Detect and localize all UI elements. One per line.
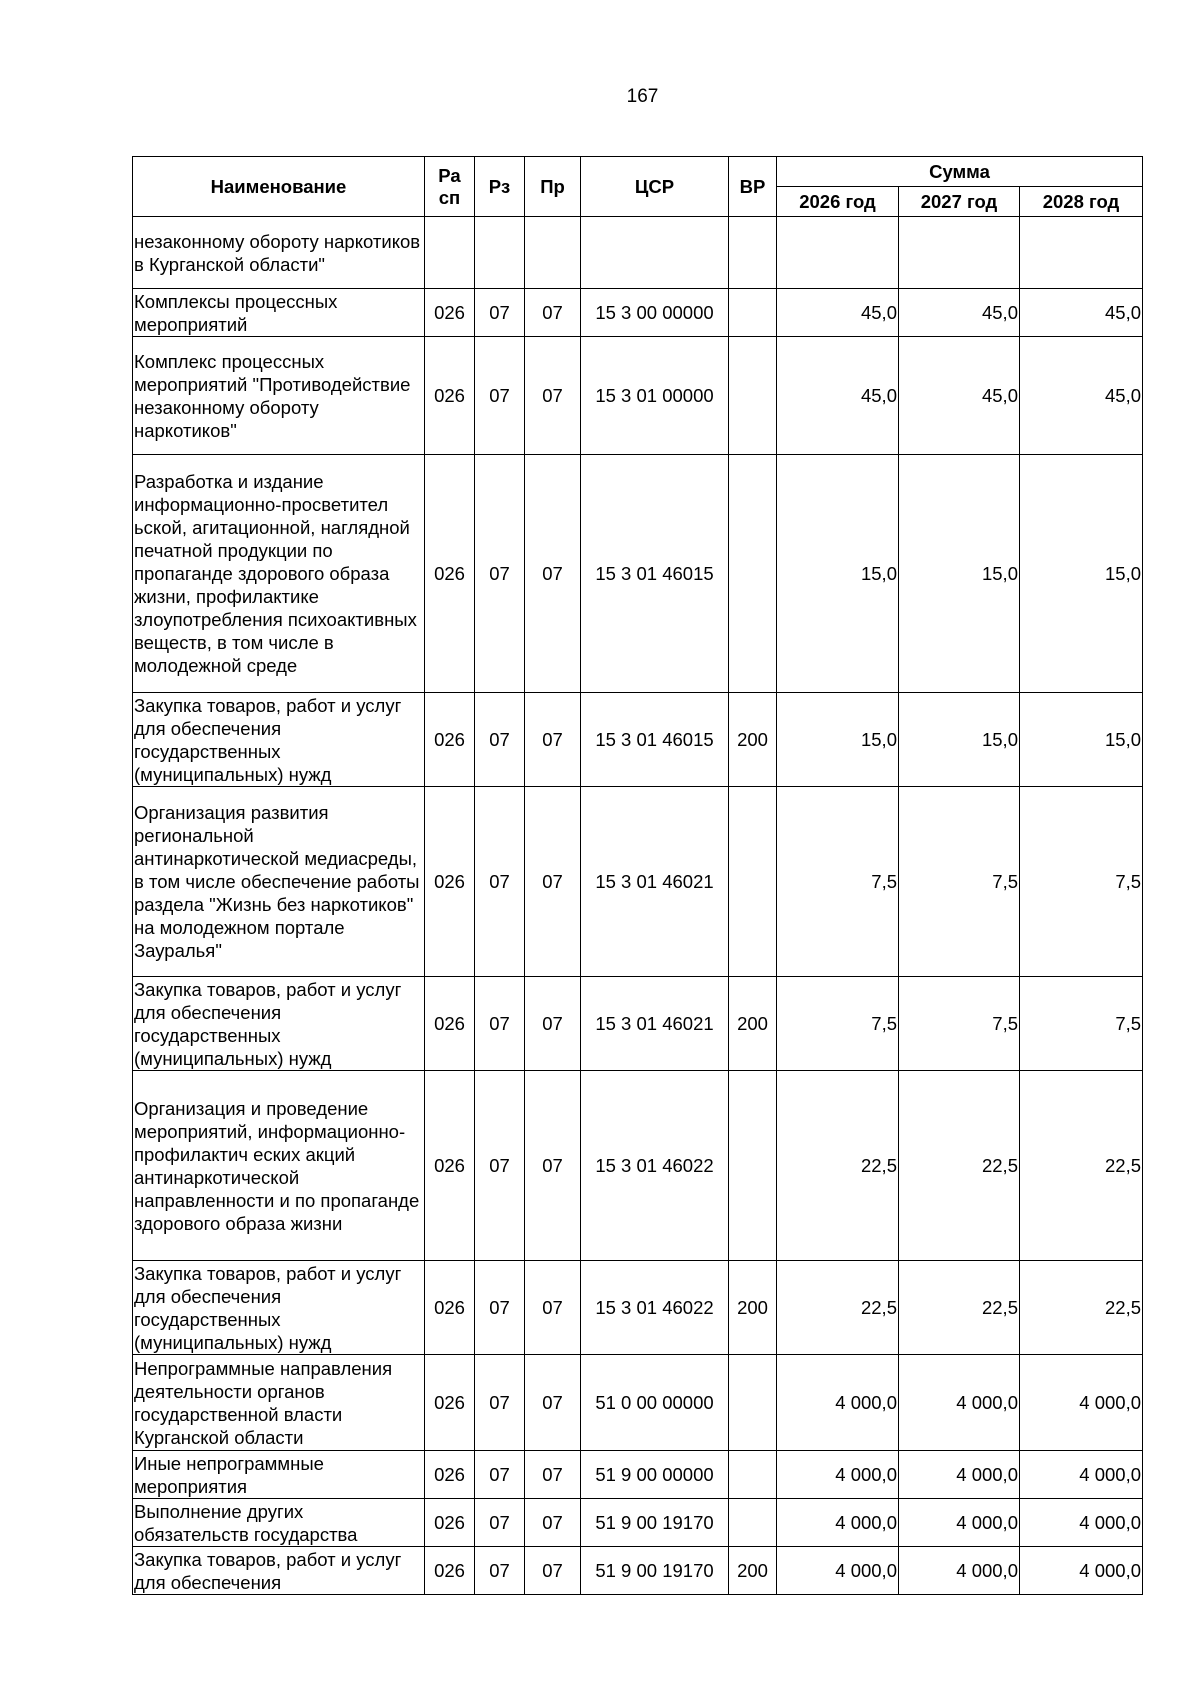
row-sum-2028-cell: 4 000,0 bbox=[1020, 1547, 1143, 1595]
table-row bbox=[133, 787, 1143, 977]
header-name: Наименование bbox=[133, 157, 425, 217]
header-year-2028: 2028 год bbox=[1020, 187, 1143, 217]
row-csr-cell: 51 9 00 19170 bbox=[581, 1547, 729, 1595]
row-name-cell: Организация развития региональной антинаркотической медиасреды, в том числе обеспечение работы раздела "Жизнь без наркотиков" на молодежном портале Зауралья" bbox=[133, 787, 425, 977]
row-rasp-cell: 026 bbox=[425, 1071, 475, 1261]
row-sum-2026-cell: 45,0 bbox=[777, 337, 899, 455]
row-sum-2026-cell: 15,0 bbox=[777, 455, 899, 693]
row-sum-2027-cell: 4 000,0 bbox=[899, 1499, 1020, 1547]
row-rz-cell: 07 bbox=[475, 787, 525, 977]
budget-table bbox=[132, 156, 1143, 1595]
table-body bbox=[133, 217, 1143, 1595]
row-sum-2027-cell: 22,5 bbox=[899, 1261, 1020, 1355]
row-sum-2026-cell: 7,5 bbox=[777, 787, 899, 977]
row-name-cell: Закупка товаров, работ и услуг для обеспечения государственных (муниципальных) нужд bbox=[133, 1261, 425, 1355]
row-pr-cell: 07 bbox=[525, 1499, 581, 1547]
row-pr-cell: 07 bbox=[525, 1355, 581, 1451]
row-sum-2028-cell: 15,0 bbox=[1020, 455, 1143, 693]
table-row bbox=[133, 977, 1143, 1071]
header-csr: ЦСР bbox=[581, 157, 729, 217]
header-rz: Рз bbox=[475, 157, 525, 217]
row-name-cell: Комплексы процессных мероприятий bbox=[133, 289, 425, 337]
row-sum-2027-cell: 4 000,0 bbox=[899, 1451, 1020, 1499]
row-vr-cell bbox=[729, 337, 777, 455]
row-sum-2027-cell: 22,5 bbox=[899, 1071, 1020, 1261]
table-header bbox=[133, 157, 1143, 217]
row-name-cell: Непрограммные направления деятельности органов государственной власти Курганской области bbox=[133, 1355, 425, 1451]
header-year-2027: 2027 год bbox=[899, 187, 1020, 217]
row-name-cell: Закупка товаров, работ и услуг для обеспечения bbox=[133, 1547, 425, 1595]
row-sum-2027-cell: 45,0 bbox=[899, 289, 1020, 337]
row-sum-2026-cell: 4 000,0 bbox=[777, 1499, 899, 1547]
table-row bbox=[133, 1261, 1143, 1355]
table-row bbox=[133, 217, 1143, 289]
row-rz-cell: 07 bbox=[475, 1071, 525, 1261]
header-pr: Пр bbox=[525, 157, 581, 217]
row-rz-cell: 07 bbox=[475, 1451, 525, 1499]
row-pr-cell: 07 bbox=[525, 1261, 581, 1355]
row-csr-cell: 51 0 00 00000 bbox=[581, 1355, 729, 1451]
row-pr-cell: 07 bbox=[525, 1451, 581, 1499]
row-pr-cell: 07 bbox=[525, 1071, 581, 1261]
row-name-cell: незаконному обороту наркотиков в Курганской области" bbox=[133, 217, 425, 289]
table-row bbox=[133, 1355, 1143, 1451]
row-name-cell: Разработка и издание информационно-просветител ьской, агитационной, наглядной печатной продукции по пропаганде здорового образа жизни, профилактике злоупотребления психоактивных веществ, в том числе в молодежной среде bbox=[133, 455, 425, 693]
row-sum-2028-cell: 45,0 bbox=[1020, 337, 1143, 455]
table-row bbox=[133, 693, 1143, 787]
header-year-2026: 2026 год bbox=[777, 187, 899, 217]
row-sum-2026-cell: 4 000,0 bbox=[777, 1547, 899, 1595]
row-name-cell: Комплекс процессных мероприятий "Противодействие незаконному обороту наркотиков" bbox=[133, 337, 425, 455]
row-sum-2028-cell: 22,5 bbox=[1020, 1071, 1143, 1261]
row-rz-cell: 07 bbox=[475, 455, 525, 693]
row-rz-cell: 07 bbox=[475, 337, 525, 455]
row-vr-cell bbox=[729, 289, 777, 337]
row-rz-cell: 07 bbox=[475, 1547, 525, 1595]
row-pr-cell bbox=[525, 217, 581, 289]
row-sum-2028-cell: 4 000,0 bbox=[1020, 1499, 1143, 1547]
row-vr-cell: 200 bbox=[729, 693, 777, 787]
table-row bbox=[133, 1451, 1143, 1499]
row-sum-2026-cell: 22,5 bbox=[777, 1261, 899, 1355]
row-sum-2027-cell: 15,0 bbox=[899, 455, 1020, 693]
row-sum-2028-cell: 45,0 bbox=[1020, 289, 1143, 337]
row-csr-cell: 15 3 01 46022 bbox=[581, 1261, 729, 1355]
row-csr-cell: 51 9 00 19170 bbox=[581, 1499, 729, 1547]
row-rz-cell: 07 bbox=[475, 1499, 525, 1547]
row-csr-cell: 15 3 01 46021 bbox=[581, 977, 729, 1071]
row-csr-cell: 15 3 01 46022 bbox=[581, 1071, 729, 1261]
row-rasp-cell bbox=[425, 217, 475, 289]
row-sum-2028-cell: 4 000,0 bbox=[1020, 1355, 1143, 1451]
row-name-cell: Выполнение других обязательств государства bbox=[133, 1499, 425, 1547]
row-csr-cell: 15 3 00 00000 bbox=[581, 289, 729, 337]
row-rz-cell: 07 bbox=[475, 1261, 525, 1355]
table-row bbox=[133, 1499, 1143, 1547]
row-pr-cell: 07 bbox=[525, 787, 581, 977]
row-rz-cell: 07 bbox=[475, 693, 525, 787]
row-sum-2027-cell: 7,5 bbox=[899, 787, 1020, 977]
header-sum: Сумма bbox=[777, 157, 1143, 187]
row-pr-cell: 07 bbox=[525, 977, 581, 1071]
row-sum-2026-cell: 4 000,0 bbox=[777, 1355, 899, 1451]
row-rasp-cell: 026 bbox=[425, 977, 475, 1071]
row-name-cell: Закупка товаров, работ и услуг для обеспечения государственных (муниципальных) нужд bbox=[133, 977, 425, 1071]
row-vr-cell bbox=[729, 1499, 777, 1547]
row-pr-cell: 07 bbox=[525, 693, 581, 787]
row-rasp-cell: 026 bbox=[425, 289, 475, 337]
row-vr-cell bbox=[729, 1071, 777, 1261]
row-rasp-cell: 026 bbox=[425, 787, 475, 977]
row-csr-cell bbox=[581, 217, 729, 289]
header-vr: ВР bbox=[729, 157, 777, 217]
row-sum-2028-cell: 15,0 bbox=[1020, 693, 1143, 787]
row-sum-2027-cell: 7,5 bbox=[899, 977, 1020, 1071]
header-rasp: Ра сп bbox=[425, 157, 475, 217]
row-pr-cell: 07 bbox=[525, 455, 581, 693]
row-pr-cell: 07 bbox=[525, 337, 581, 455]
row-csr-cell: 15 3 01 46015 bbox=[581, 693, 729, 787]
row-rasp-cell: 026 bbox=[425, 1261, 475, 1355]
row-rasp-cell: 026 bbox=[425, 1355, 475, 1451]
row-sum-2028-cell: 7,5 bbox=[1020, 977, 1143, 1071]
table-row bbox=[133, 1547, 1143, 1595]
row-csr-cell: 15 3 01 46015 bbox=[581, 455, 729, 693]
row-sum-2026-cell: 4 000,0 bbox=[777, 1451, 899, 1499]
row-vr-cell: 200 bbox=[729, 1261, 777, 1355]
row-csr-cell: 51 9 00 00000 bbox=[581, 1451, 729, 1499]
row-sum-2028-cell: 4 000,0 bbox=[1020, 1451, 1143, 1499]
row-rz-cell: 07 bbox=[475, 1355, 525, 1451]
row-rz-cell: 07 bbox=[475, 289, 525, 337]
page-number: 167 bbox=[626, 86, 659, 107]
row-sum-2028-cell: 7,5 bbox=[1020, 787, 1143, 977]
row-name-cell: Закупка товаров, работ и услуг для обеспечения государственных (муниципальных) нужд bbox=[133, 693, 425, 787]
row-pr-cell: 07 bbox=[525, 1547, 581, 1595]
row-vr-cell bbox=[729, 1355, 777, 1451]
row-sum-2026-cell bbox=[777, 217, 899, 289]
table-row bbox=[133, 289, 1143, 337]
row-sum-2026-cell: 15,0 bbox=[777, 693, 899, 787]
row-rasp-cell: 026 bbox=[425, 1499, 475, 1547]
row-rasp-cell: 026 bbox=[425, 1451, 475, 1499]
row-rz-cell: 07 bbox=[475, 977, 525, 1071]
row-rasp-cell: 026 bbox=[425, 337, 475, 455]
row-sum-2027-cell: 4 000,0 bbox=[899, 1355, 1020, 1451]
row-sum-2027-cell: 15,0 bbox=[899, 693, 1020, 787]
table-row bbox=[133, 337, 1143, 455]
table-row bbox=[133, 455, 1143, 693]
row-vr-cell: 200 bbox=[729, 977, 777, 1071]
row-vr-cell: 200 bbox=[729, 1547, 777, 1595]
row-rasp-cell: 026 bbox=[425, 455, 475, 693]
row-csr-cell: 15 3 01 00000 bbox=[581, 337, 729, 455]
row-name-cell: Иные непрограммные мероприятия bbox=[133, 1451, 425, 1499]
row-sum-2026-cell: 7,5 bbox=[777, 977, 899, 1071]
row-vr-cell bbox=[729, 1451, 777, 1499]
row-sum-2027-cell: 45,0 bbox=[899, 337, 1020, 455]
table-row bbox=[133, 1071, 1143, 1261]
row-vr-cell bbox=[729, 455, 777, 693]
row-sum-2026-cell: 22,5 bbox=[777, 1071, 899, 1261]
row-rz-cell bbox=[475, 217, 525, 289]
row-rasp-cell: 026 bbox=[425, 693, 475, 787]
row-sum-2027-cell bbox=[899, 217, 1020, 289]
row-sum-2028-cell bbox=[1020, 217, 1143, 289]
row-sum-2027-cell: 4 000,0 bbox=[899, 1547, 1020, 1595]
row-sum-2026-cell: 45,0 bbox=[777, 289, 899, 337]
row-name-cell: Организация и проведение мероприятий, информационно-профилактич еских акций антинаркотической направленности и по пропаганде здорового образа жизни bbox=[133, 1071, 425, 1261]
row-pr-cell: 07 bbox=[525, 289, 581, 337]
row-vr-cell bbox=[729, 787, 777, 977]
row-vr-cell bbox=[729, 217, 777, 289]
row-sum-2028-cell: 22,5 bbox=[1020, 1261, 1143, 1355]
row-csr-cell: 15 3 01 46021 bbox=[581, 787, 729, 977]
row-rasp-cell: 026 bbox=[425, 1547, 475, 1595]
